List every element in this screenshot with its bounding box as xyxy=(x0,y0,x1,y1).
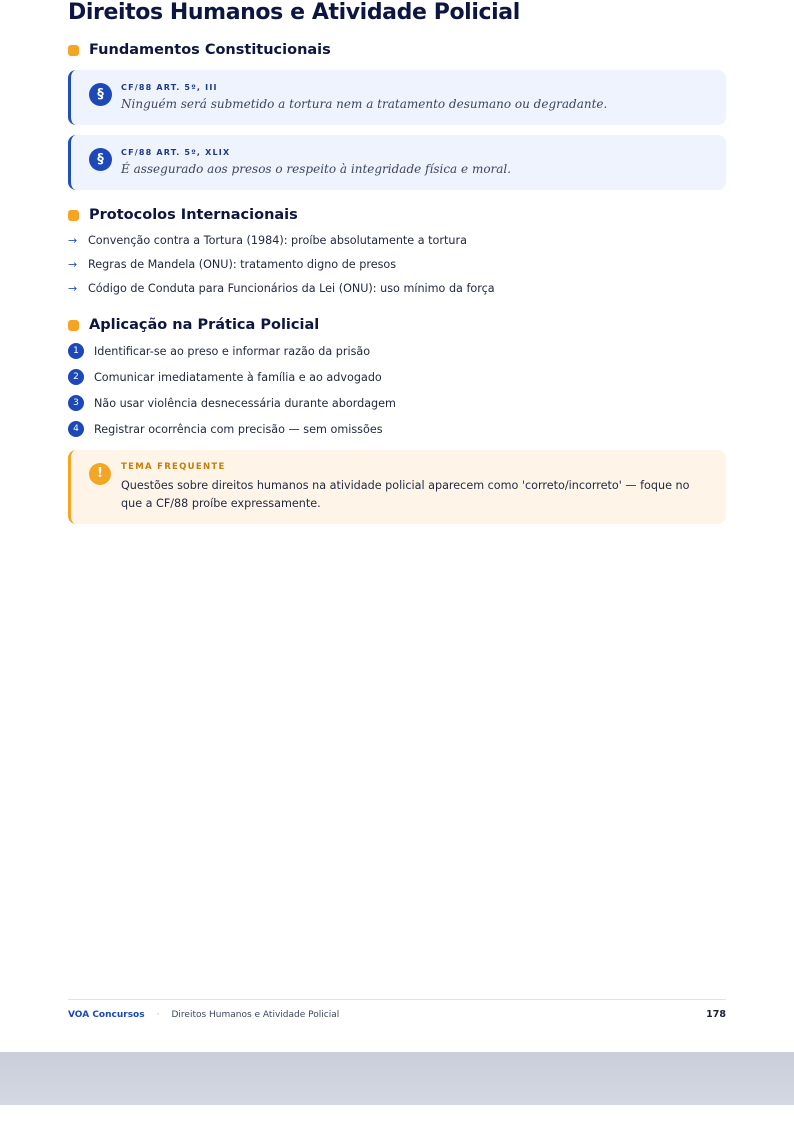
law-reference: CF/88 ART. 5º, XLIX xyxy=(121,148,231,157)
section-bullet-icon xyxy=(68,45,79,56)
section-bullet-icon xyxy=(68,320,79,331)
footer-brand: VOA Concursos xyxy=(68,1009,145,1020)
list-item-text: Convenção contra a Tortura (1984): proíbe absolutamente a tortura xyxy=(88,234,467,247)
step-number-badge: 1 xyxy=(68,343,84,359)
law-quote: É assegurado aos presos o respeito à integridade física e moral. xyxy=(121,162,512,176)
section-heading-protocolos xyxy=(68,207,298,223)
arrow-right-icon: → xyxy=(68,282,78,295)
arrow-right-icon: → xyxy=(68,258,78,271)
footer-divider xyxy=(68,999,726,1000)
step-number-badge: 3 xyxy=(68,395,84,411)
footer-separator: · xyxy=(156,1009,160,1020)
step-item xyxy=(68,421,383,437)
list-item xyxy=(68,234,467,247)
callout-label: TEMA FREQUENTE xyxy=(121,462,226,472)
callout-text: Questões sobre direitos humanos na atividade policial aparecem como 'correto/incorreto' — foque no que a CF/88 proíbe expressamente. xyxy=(121,479,690,510)
page-footer xyxy=(68,1009,726,1020)
step-item xyxy=(68,343,370,359)
list-item xyxy=(68,258,396,271)
list-item-text: Regras de Mandela (ONU): tratamento digno de presos xyxy=(88,258,397,271)
law-callout xyxy=(68,135,726,190)
step-number-badge: 4 xyxy=(68,421,84,437)
law-quote: Ninguém será submetido a tortura nem a tratamento desumano ou degradante. xyxy=(121,97,608,111)
page-gap xyxy=(0,1052,794,1105)
law-callout xyxy=(68,70,726,125)
section-heading-fundamentos xyxy=(68,42,331,58)
section-heading-text: Protocolos Internacionais xyxy=(89,207,298,223)
step-number-badge: 2 xyxy=(68,369,84,385)
section-heading-aplicacao xyxy=(68,317,319,333)
arrow-right-icon: → xyxy=(68,234,78,247)
section-heading-text: Aplicação na Prática Policial xyxy=(89,317,320,333)
step-item xyxy=(68,395,396,411)
section-heading-text: Fundamentos Constitucionais xyxy=(89,42,331,58)
section-sign-icon: § xyxy=(89,83,112,106)
step-text: Não usar violência desnecessária durante abordagem xyxy=(94,396,396,410)
section-bullet-icon xyxy=(68,210,79,221)
step-item xyxy=(68,369,382,385)
step-text: Registrar ocorrência com precisão — sem omissões xyxy=(94,422,383,436)
list-item xyxy=(68,282,495,295)
footer-chapter: Direitos Humanos e Atividade Policial xyxy=(171,1009,340,1020)
step-text: Identificar-se ao preso e informar razão da prisão xyxy=(94,344,371,358)
page-title: Direitos Humanos e Atividade Policial xyxy=(68,0,520,25)
section-sign-icon: § xyxy=(89,148,112,171)
list-item-text: Código de Conduta para Funcionários da Lei (ONU): uso mínimo da força xyxy=(88,282,495,295)
law-reference: CF/88 ART. 5º, III xyxy=(121,83,218,92)
page-number: 178 xyxy=(706,1009,726,1020)
frequent-topic-callout xyxy=(68,450,726,524)
step-text: Comunicar imediatamente à família e ao advogado xyxy=(94,370,382,384)
next-page-edge xyxy=(0,1105,794,1123)
exclamation-icon: ! xyxy=(89,463,111,485)
